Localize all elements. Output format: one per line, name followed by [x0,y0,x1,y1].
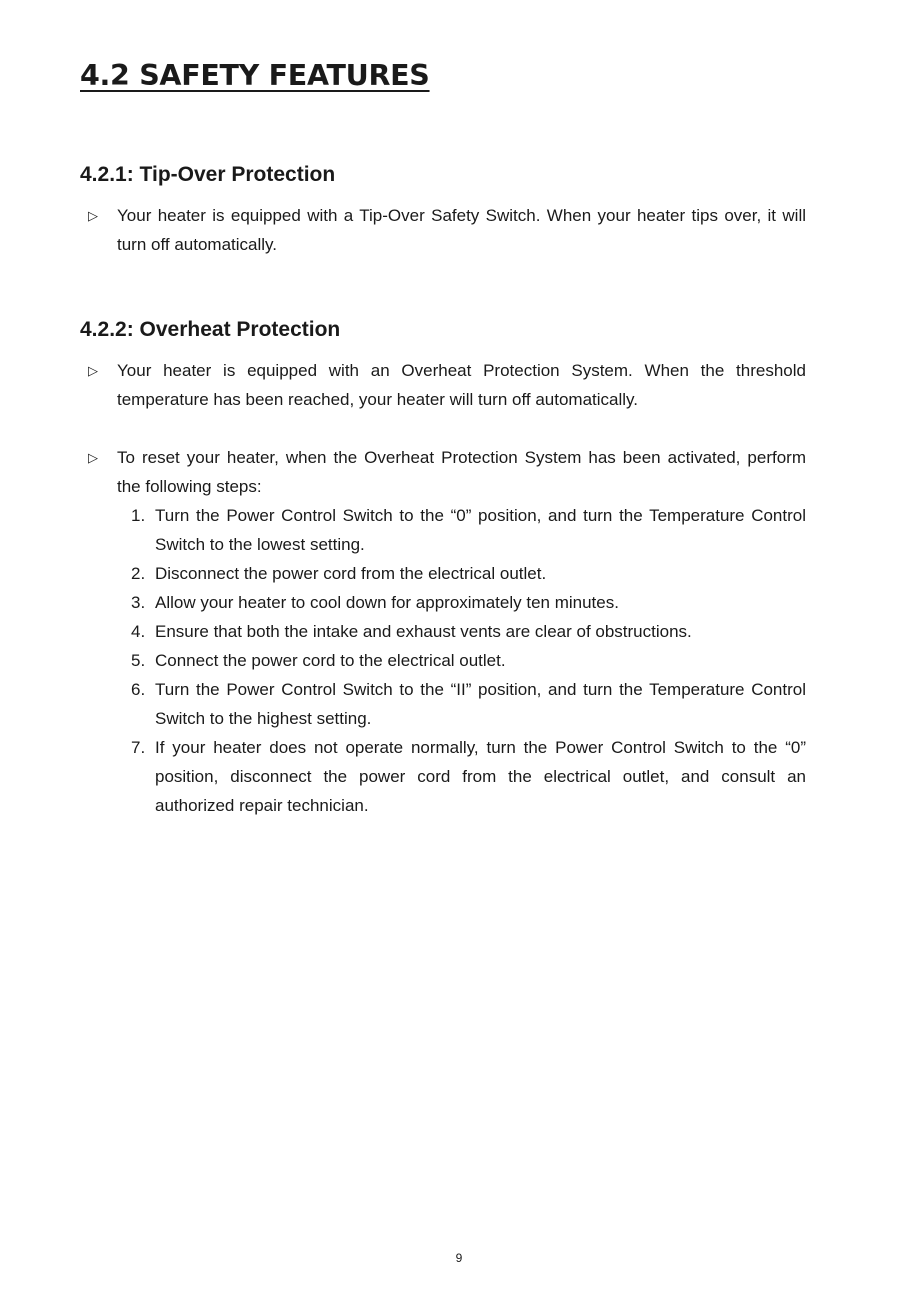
bullet-text: Your heater is equipped with an Overheat Protection System. When the threshold temperature has been reached, your heater will turn off automatically. [117,361,806,409]
step-item [128,646,806,675]
triangle-bullet-icon: ▷ [88,208,98,223]
step-number: 2. [131,564,146,583]
step-number: 6. [131,680,146,699]
bullet-text: Your heater is equipped with a Tip-Over Safety Switch. When your heater tips over, it will turn off automatically. [117,206,806,254]
section-heading-overheat: 4.2.2: Overheat Protection [80,318,341,341]
bullet-item-overheat-system [88,356,806,414]
step-item [128,617,806,646]
bullet-item-reset-heater [88,443,806,501]
step-number: 3. [131,593,146,612]
page-number: 9 [455,1251,463,1265]
step-text: Allow your heater to cool down for approximately ten minutes. [155,593,619,612]
step-text: If your heater does not operate normally, turn the Power Control Switch to the “0” position, disconnect the power cord from the electrical outlet, and consult an authorized repair technician. [155,738,806,815]
bullet-text: To reset your heater, when the Overheat Protection System has been activated, perform the following steps: [117,448,806,496]
step-text: Ensure that both the intake and exhaust vents are clear of obstructions. [155,622,692,641]
step-item [128,675,806,733]
step-text: Turn the Power Control Switch to the “II” position, and turn the Temperature Control Switch to the highest setting. [155,680,806,728]
step-item [128,733,806,820]
step-text: Connect the power cord to the electrical outlet. [155,651,506,670]
step-text: Disconnect the power cord from the electrical outlet. [155,564,547,583]
step-number: 7. [131,738,146,757]
reset-steps-list [128,501,806,820]
step-item [128,559,806,588]
step-number: 4. [131,622,146,641]
triangle-bullet-icon: ▷ [88,363,98,378]
bullet-item-tip-over-switch [88,201,806,259]
page-title: 4.2 SAFETY FEATURES [80,59,430,92]
step-number: 5. [131,651,146,670]
step-text: Turn the Power Control Switch to the “0” position, and turn the Temperature Control Switch to the lowest setting. [155,506,806,554]
step-number: 1. [131,506,146,525]
section-heading-tip-over: 4.2.1: Tip-Over Protection [80,163,336,186]
triangle-bullet-icon: ▷ [88,450,98,465]
step-item [128,501,806,559]
step-item [128,588,806,617]
